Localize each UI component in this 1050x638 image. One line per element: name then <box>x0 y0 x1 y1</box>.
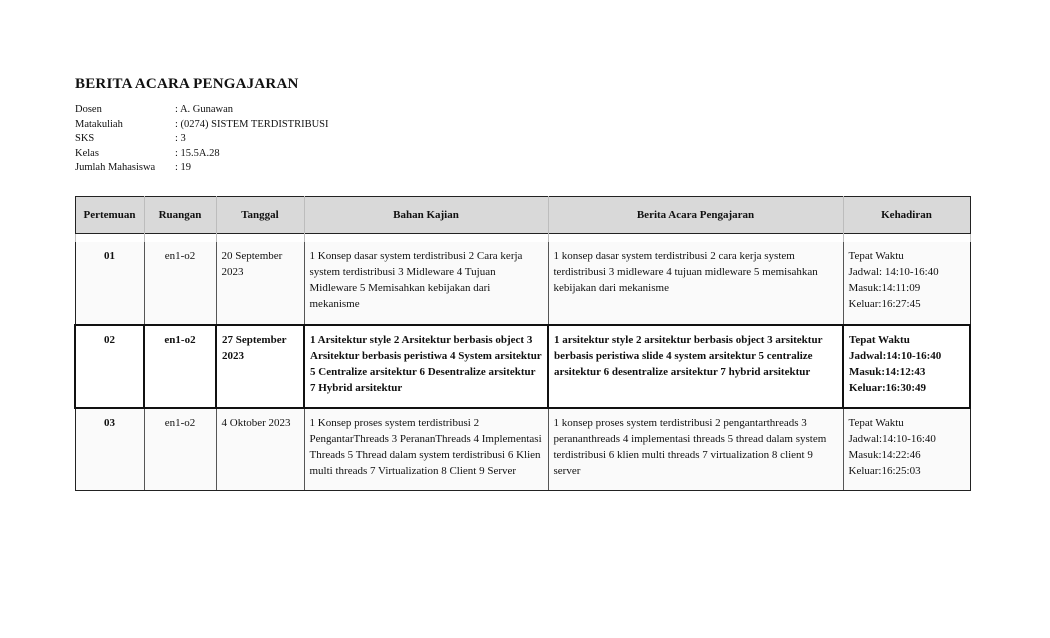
table-row <box>75 408 970 491</box>
kehadiran-status: Tepat Waktu <box>848 249 904 262</box>
cell-pertemuan: 03 <box>75 408 144 491</box>
table-row <box>75 242 970 325</box>
cell-berita-acara: 1 arsitektur style 2 arsitektur berbasis object 3 arsitektur berbasis peristiwa slide 4 system arsitektur 5 centralize arsitektur 6 desentralize arsitektur 7 hybrid arsitektur <box>548 325 843 408</box>
info-label: Matakuliah <box>75 118 123 130</box>
header-berita-acara: Berita Acara Pengajaran <box>548 197 843 234</box>
cell-ruangan: en1-o2 <box>144 408 216 491</box>
kehadiran-jadwal: Jadwal: 14:10-16:40 <box>848 265 939 278</box>
cell-pertemuan: 02 <box>75 325 144 408</box>
kehadiran-status: Tepat Waktu <box>848 416 904 429</box>
info-row-matakuliah <box>75 118 329 133</box>
cell-bahan-kajian: 1 Arsitektur style 2 Arsitektur berbasis object 3 Arsitektur berbasis peristiwa 4 System arsitektur 5 Centralize arsitektur 6 Desentralize arsitektur 7 Hybrid arsitektur <box>304 325 548 408</box>
cell-bahan-kajian: 1 Konsep proses system terdistribusi 2 PengantarThreads 3 PerananThreads 4 Implementasi Threads 5 Thread dalam system terdistribusi 6 Klien multi threads 7 Virtualization 8 Client 9 Server <box>304 408 548 491</box>
info-label: Jumlah Mahasiswa <box>75 162 156 173</box>
cell-ruangan: en1-o2 <box>144 242 216 325</box>
info-row-sks <box>75 132 329 147</box>
table-header-row <box>75 197 970 234</box>
info-value: : 19 <box>175 162 192 173</box>
info-value: : 3 <box>175 133 186 144</box>
document-title: BERITA ACARA PENGAJARAN <box>75 76 299 92</box>
kehadiran-masuk: Masuk:14:11:09 <box>848 281 921 294</box>
header-bahan-kajian: Bahan Kajian <box>304 197 548 234</box>
cell-kehadiran <box>843 325 970 408</box>
info-label: Kelas <box>75 147 99 159</box>
kehadiran-jadwal: Jadwal:14:10-16:40 <box>848 432 936 445</box>
info-value: : (0274) SISTEM TERDISTRIBUSI <box>175 118 329 130</box>
kehadiran-keluar: Keluar:16:25:03 <box>848 464 921 477</box>
cell-berita-acara: 1 konsep proses system terdistribusi 2 pengantarthreads 3 perananthreads 4 implementasi threads 5 thread dalam system terdistribusi 6 klien multi threads 7 virtualization 8 client 9 server <box>548 408 843 491</box>
kehadiran-keluar: Keluar:16:30:49 <box>849 381 926 394</box>
teaching-record-table-wrapper <box>74 196 969 491</box>
cell-ruangan: en1-o2 <box>144 325 216 408</box>
kehadiran-jadwal: Jadwal:14:10-16:40 <box>849 349 942 362</box>
cell-tanggal: 27 September 2023 <box>216 325 304 408</box>
kehadiran-status: Tepat Waktu <box>849 333 910 346</box>
header-kehadiran: Kehadiran <box>843 197 970 234</box>
cell-bahan-kajian: 1 Konsep dasar system terdistribusi 2 Cara kerja system terdistribusi 3 Midleware 4 Tujuan Midleware 5 Memisahkan kebijakan dari mekanisme <box>304 242 548 325</box>
info-row-jumlah-mahasiswa <box>75 161 329 176</box>
header-ruangan: Ruangan <box>144 197 216 234</box>
cell-tanggal: 20 September 2023 <box>216 242 304 325</box>
kehadiran-keluar: Keluar:16:27:45 <box>848 297 921 310</box>
teaching-record-table <box>74 196 971 491</box>
kehadiran-masuk: Masuk:14:22:46 <box>848 448 921 461</box>
header-pertemuan: Pertemuan <box>75 197 144 234</box>
cell-kehadiran <box>843 242 970 325</box>
cell-kehadiran <box>843 408 970 491</box>
info-label: SKS <box>75 133 95 144</box>
header-gap-row <box>75 234 970 242</box>
info-row-kelas <box>75 147 329 162</box>
course-info <box>75 103 329 176</box>
cell-pertemuan: 01 <box>75 242 144 325</box>
kehadiran-masuk: Masuk:14:12:43 <box>849 365 926 378</box>
header-tanggal: Tanggal <box>216 197 304 234</box>
cell-tanggal: 4 Oktober 2023 <box>216 408 304 491</box>
cell-berita-acara: 1 konsep dasar system terdistribusi 2 cara kerja system terdistribusi 3 midleware 4 tujuan midleware 5 memisahkan kebijakan dari mekanisme <box>548 242 843 325</box>
info-value: : 15.5A.28 <box>175 147 220 159</box>
table-row <box>75 325 970 408</box>
info-label: Dosen <box>75 104 102 115</box>
info-row-dosen <box>75 103 329 118</box>
info-value: : A. Gunawan <box>175 104 234 115</box>
